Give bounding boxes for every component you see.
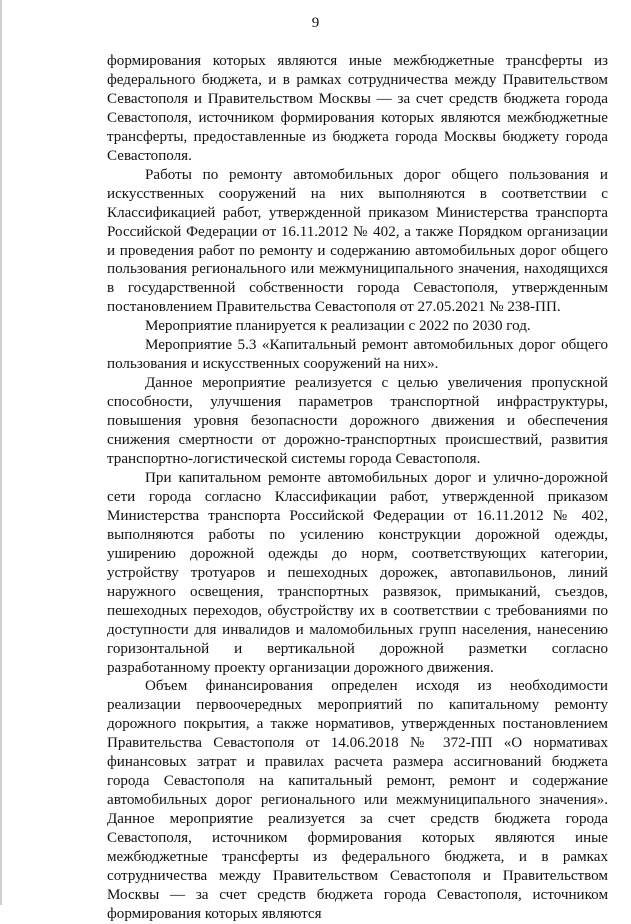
paragraph-implementation-period: Мероприятие планируется к реализации с 2022 по 2030 год.: [145, 318, 531, 335]
page-edge: [0, 0, 2, 905]
paragraph-measure-5-3-title: Мероприятие 5.3 «Капитальный ремонт автомобильных дорог общего пользования и искусственных сооружений на них».: [107, 337, 608, 373]
page-number: 9: [311, 15, 320, 31]
paragraph-funding-volume: Объем финансирования определен исходя из необходимости реализации первоочередных мероприятий по капитальному ремонту дорожного покрытия, а также нормативов, утвержденных постановлением Правительства Севастополя от 14.06.2018 № 372-ПП «О нормативах финансовых затрат и правилах расчета размера ассигнований бюджета города Севастополя на капитальный ремонт, ремонт и содержание автомобильных дорог регионального или межмуниципального значения». Данное мероприятие реализуется за счет средств бюджета города Севастополя, источником формирования которых являются иные межбюджетные трансферты из федерального бюджета, и в рамках сотрудничества между Правительством Севастополя и Правительством Москвы — за счет средств бюджета города Севастополя, источником формирования которых являются: [107, 678, 608, 922]
paragraph-capital-repair-works: При капитальном ремонте автомобильных дорог и улично-дорожной сети города согласно Классификации работ, утвержденной приказом Министерства транспорта Российской Федерации от 16.11.2012 № 402, выполняются работы по усилению конструкции дорожной одежды, уширению дорожной одежды до норм, соответствующих категории, устройству тротуаров и пешеходных дорожек, автопавильонов, линий наружного освещения, транспортных развязок, примыканий, съездов, пешеходных переходов, обустройству их в соответствии с требованиями по доступности для инвалидов и маломобильных групп населения, нанесению горизонтальной и вертикальной дорожной разметки согласно разработанному проекту организации дорожного движения.: [107, 469, 608, 676]
paragraph-continuation: формирования которых являются иные межбюджетные трансферты из федерального бюджета, и в рамках сотрудничества между Правительством Севастополя и Правительством Москвы — за счет средств бюджета города Севастополя, источником формирования которых являются межбюджетные трансферты, предоставленные из бюджета города Москвы бюджету города Севастополя.: [107, 53, 608, 164]
paragraph-road-repair-works: Работы по ремонту автомобильных дорог общего пользования и искусственных сооружений на них выполняются в соответствии с Классификацией работ, утвержденной приказом Министерства транспорта Российской Федерации от 16.11.2012 № 402, а также Порядком организации и проведения работ по ремонту и содержанию автомобильных дорог общего пользования регионального или межмуниципального значения, находящихся в государственной собственности города Севастополя, утвержденным постановлением Правительства Севастополя от 27.05.2021 № 238-ПП.: [107, 166, 608, 316]
document-body: [107, 52, 608, 924]
paragraph-measure-purpose: Данное мероприятие реализуется с целью увеличения пропускной способности, улучшения параметров транспортной инфраструктуры, повышения уровня безопасности дорожного движения и обеспечения снижения смертности от дорожно-транспортных происшествий, развития транспортно-логистической системы города Севастополя.: [107, 375, 608, 468]
